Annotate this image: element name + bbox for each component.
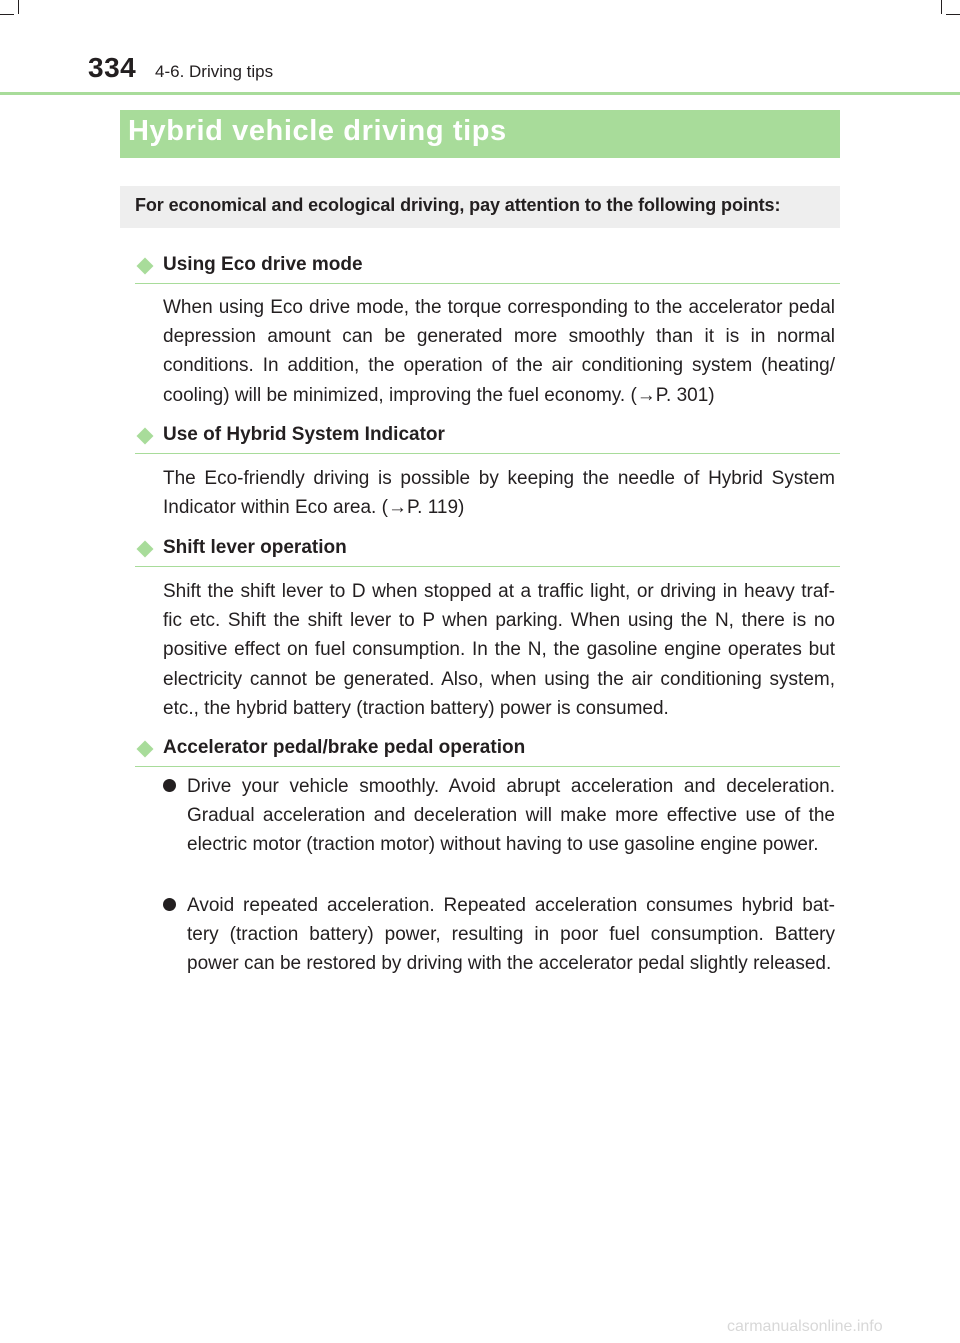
page-number: 334 — [88, 52, 137, 83]
crop-mark-top-right-h — [946, 14, 960, 15]
crop-mark-top-left-h — [0, 14, 14, 15]
paragraph-hybrid-system-indicator: The Eco-friendly driving is possible by keeping the needle of Hybrid System Indicator within Eco area. (→P. 119) — [163, 468, 835, 519]
section-breadcrumb: 4-6. Driving tips — [155, 62, 274, 81]
subheading-hybrid-system-indicator — [135, 423, 840, 454]
diamond-bullet-icon — [137, 428, 154, 445]
paragraph-shift-lever: Shift the shift lever to D when stopped at a traffic light, or driving in heavy traf- fic etc. Shift the shift lever to P when parking. When using the N, there is no positive effect on fuel consumption. In the N, the gasoline engine operates but electricity cannot be generated. Also, when using the air conditioning system, etc., the hybrid battery (traction battery) power is consumed. — [163, 581, 835, 719]
intro-box — [120, 186, 840, 228]
subheading-label: Accelerator pedal/brake pedal operation — [163, 737, 526, 758]
round-bullet-icon — [163, 898, 176, 911]
round-bullet-icon — [163, 779, 176, 792]
subheading-eco-drive-mode — [135, 253, 840, 284]
title-band — [120, 110, 840, 158]
diamond-bullet-icon — [137, 258, 154, 275]
subheading-label: Shift lever operation — [163, 537, 347, 558]
bullet-text: Drive your vehicle smoothly. Avoid abrupt acceleration and deceleration. Gradual acceleration and deceleration will make more effective use of the electric motor (traction motor) without having to use gasoline engine power. — [187, 776, 835, 856]
bullet-text: Avoid repeated acceleration. Repeated acceleration consumes hybrid bat- tery (traction battery) power, resulting in poor fuel consumption. Battery power can be restored by driving with the accelerator pedal slightly released. — [187, 895, 835, 975]
intro-text: For economical and ecological driving, pay attention to the following points: — [135, 195, 781, 215]
crop-mark-top-left — [18, 0, 19, 14]
diamond-bullet-icon — [137, 541, 154, 558]
subheading-label: Using Eco drive mode — [163, 254, 363, 275]
header-rule — [0, 92, 960, 95]
diamond-bullet-icon — [137, 741, 154, 758]
watermark: carmanualsonline.info — [727, 1318, 883, 1335]
subheading-label: Use of Hybrid System Indicator — [163, 424, 445, 445]
subheading-shift-lever — [135, 536, 840, 567]
list-item — [163, 772, 835, 860]
list-item — [163, 891, 835, 979]
crop-mark-top-right — [941, 0, 942, 14]
page-title: Hybrid vehicle driving tips — [128, 115, 507, 147]
subheading-pedal-operation — [135, 736, 840, 767]
paragraph-eco-drive-mode: When using Eco drive mode, the torque corresponding to the accelerator pedal depression amount can be generated more smoothly than it is in normal conditions. In addition, the operation of the air conditioning system (heating/ cooling) will be minimized, improving the fuel economy. (→P. 301) — [163, 297, 835, 406]
